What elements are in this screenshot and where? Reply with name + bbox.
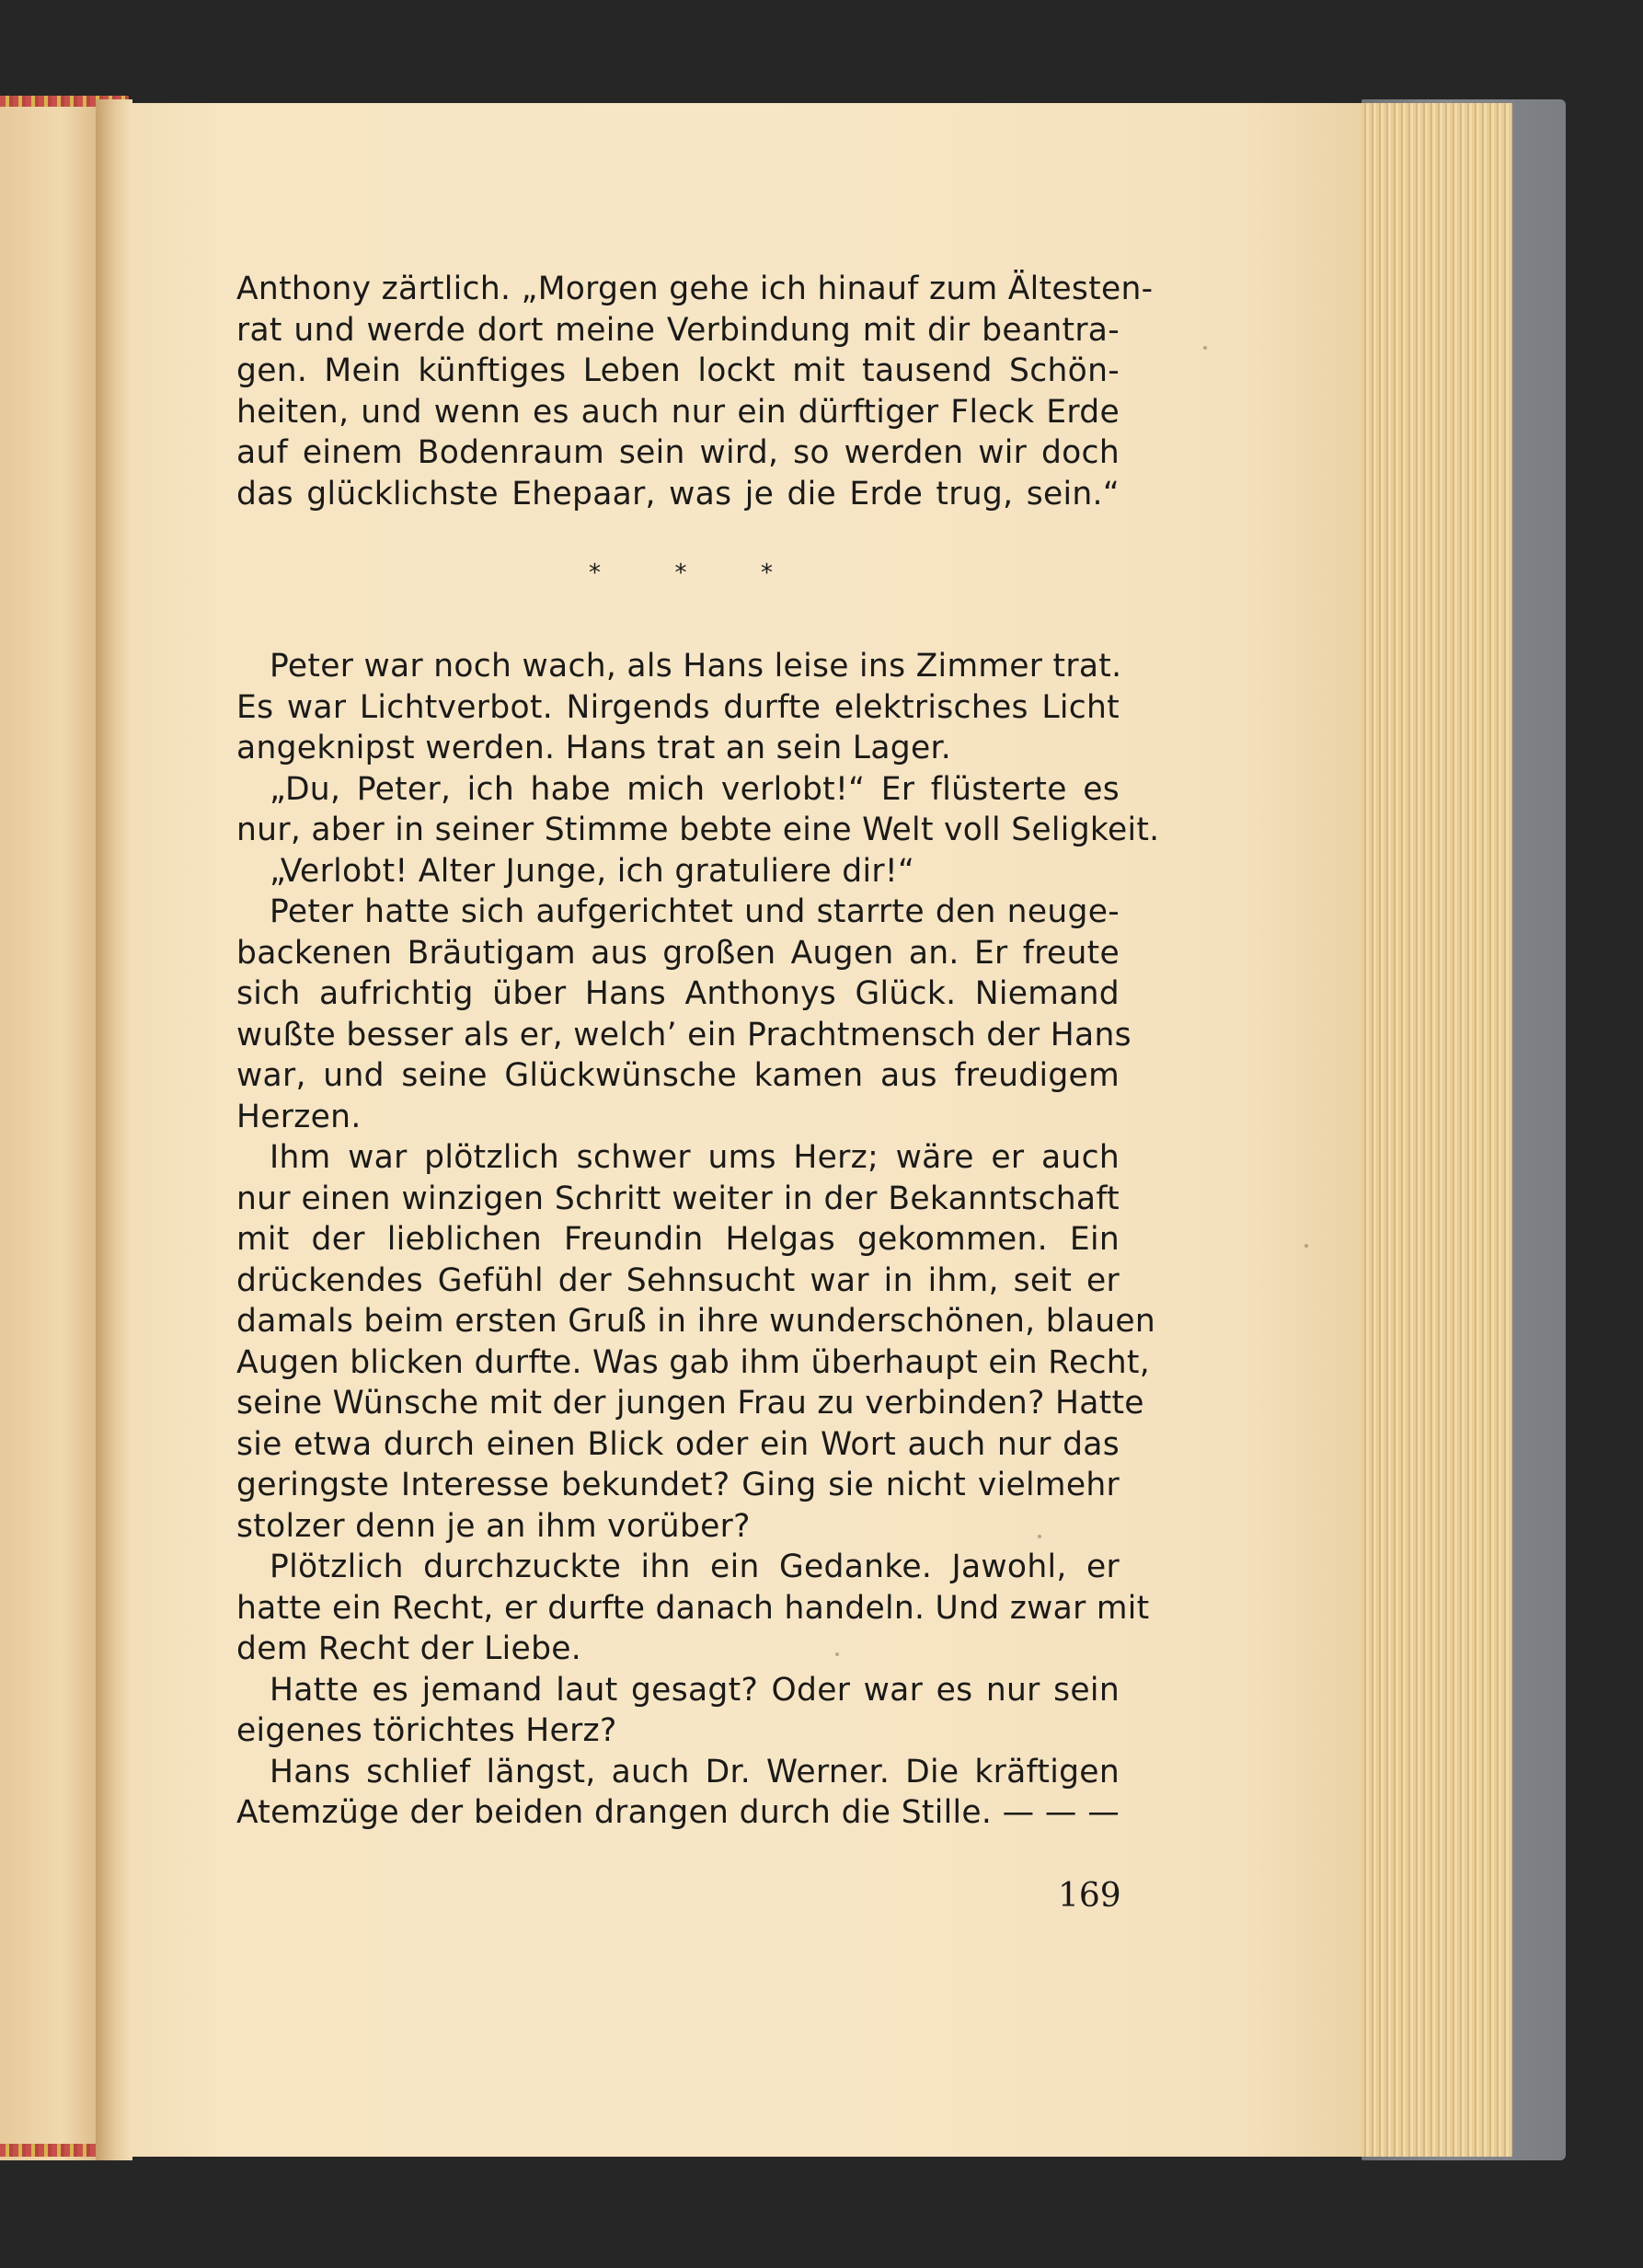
text-line: damals beim ersten Gruß in ihre wunderschönen, blauen	[236, 1303, 1156, 1340]
text-line: Ihm war plötzlich schwer ums Herz; wäre er auch	[270, 1139, 1120, 1176]
text-line: nur einen winzigen Schritt weiter in der Bekanntschaft	[236, 1180, 1120, 1217]
text-line: drückendes Gefühl der Sehnsucht war in ihm, seit er	[236, 1261, 1120, 1299]
text-line: geringste Interesse bekundet? Ging sie nicht vielmehr	[236, 1467, 1120, 1503]
text-line: Atemzüge der beiden drangen durch die Stille. — — —	[236, 1794, 1120, 1831]
paper-speck	[1203, 346, 1207, 350]
paper-speck	[835, 1652, 839, 1656]
text-line: backenen Bräutigam aus großen Augen an. Er freute	[236, 934, 1120, 972]
text-line: Herzen.	[236, 1098, 362, 1135]
text-line: Augen blicken durfte. Was gab ihm überhaupt ein Recht,	[236, 1343, 1151, 1381]
text-line: sich aufrichtig über Hans Anthonys Glück. Niemand	[236, 975, 1120, 1012]
text-line: das glücklichste Ehepaar, was je die Erde trug, sein.“	[236, 475, 1120, 512]
section-break-star: *	[674, 559, 687, 587]
paragraph-block-1	[236, 269, 1154, 514]
left-facing-page	[0, 99, 103, 2160]
section-break-star: *	[589, 559, 601, 587]
text-line: mit der lieblichen Freundin Helgas gekommen. Ein	[236, 1221, 1120, 1258]
text-line: Peter war noch wach, als Hans leise ins Zimmer trat.	[270, 648, 1122, 685]
page-edges	[1352, 103, 1512, 2157]
paragraph-block-2	[236, 646, 1160, 1834]
text-line: „Du, Peter, ich habe mich verlobt!“ Er flüsterte es	[270, 770, 1120, 808]
text-line: gen. Mein künftiges Leben lockt mit tausend Schön-	[236, 352, 1120, 389]
text-line: „Verlobt! Alter Junge, ich gratuliere dir!“	[270, 852, 915, 890]
text-line: nur, aber in seiner Stimme bebte eine Welt voll Seligkeit.	[236, 812, 1160, 848]
text-line: wußte besser als er, welch’ ein Prachtmensch der Hans	[236, 1016, 1132, 1053]
text-line: eigenes törichtes Herz?	[236, 1712, 617, 1749]
text-line: Hatte es jemand laut gesagt? Oder war es nur sein	[270, 1671, 1120, 1709]
text-line: Peter hatte sich aufgerichtet und starrte den neuge-	[270, 893, 1120, 930]
text-line: sie etwa durch einen Blick oder ein Wort auch nur das	[236, 1425, 1120, 1463]
text-line: angeknipst werden. Hans trat an sein Lager.	[236, 730, 952, 766]
text-line: heiten, und wenn es auch nur ein dürftiger Fleck Erde	[236, 393, 1120, 431]
text-line: hatte ein Recht, er durfte danach handeln. Und zwar mit	[236, 1589, 1150, 1627]
section-break-star: *	[761, 559, 773, 587]
text-line: Plötzlich durchzuckte ihn ein Gedanke. Jawohl, er	[270, 1548, 1120, 1585]
text-line: seine Wünsche mit der jungen Frau zu verbinden? Hatte	[236, 1385, 1144, 1422]
paper-speck	[1038, 1535, 1041, 1538]
text-line: auf einem Bodenraum sein wird, so werden wir doch	[236, 434, 1120, 471]
page-gutter	[96, 99, 132, 2160]
text-line: Es war Lichtverbot. Nirgends durfte elektrisches Licht	[236, 688, 1120, 726]
text-line: war, und seine Glückwünsche kamen aus freudigem	[236, 1057, 1120, 1094]
text-line: rat und werde dort meine Verbindung mit dir beantra-	[236, 311, 1120, 349]
paper-speck	[1304, 1244, 1308, 1248]
text-line: stolzer denn je an ihm vorüber?	[236, 1507, 751, 1545]
text-line: Anthony zärtlich. „Morgen gehe ich hinauf zum Ältesten-	[236, 271, 1154, 307]
page-number: 169	[1058, 1877, 1121, 1915]
section-break	[589, 559, 773, 587]
text-line: Hans schlief längst, auch Dr. Werner. Die kräftigen	[270, 1753, 1120, 1790]
text-line: dem Recht der Liebe.	[236, 1630, 582, 1667]
